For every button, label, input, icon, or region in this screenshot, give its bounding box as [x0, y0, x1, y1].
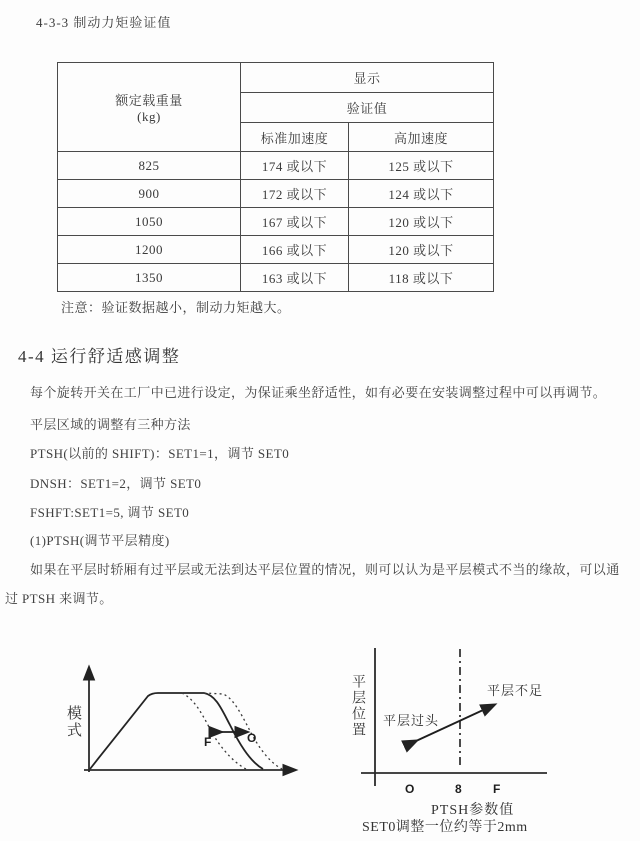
- high-accel-cell: 120 或以下: [349, 236, 494, 264]
- table-row: [58, 236, 494, 264]
- high-accel-cell: 125 或以下: [349, 152, 494, 180]
- std-accel-cell: 167 或以下: [241, 208, 349, 236]
- ptsh-parameter-caption: PTSH参数值: [431, 803, 515, 818]
- load-cell: 1350: [58, 264, 241, 292]
- rated-load-header-line1: 额定载重量: [115, 92, 183, 108]
- paragraph: 平层区域的调整有三种方法: [30, 417, 191, 432]
- rated-load-header-cell: [58, 63, 241, 152]
- rated-load-header-line2: (kg): [137, 108, 161, 124]
- std-accel-cell: 174 或以下: [241, 152, 349, 180]
- speed-profile-and-leveling-diagram: [0, 640, 640, 841]
- display-header-cell: 显示: [241, 63, 494, 93]
- label-f: F: [204, 735, 212, 749]
- load-cell: 900: [58, 180, 241, 208]
- table-row: [58, 264, 494, 292]
- speed-curve-dotted-early: [182, 693, 246, 769]
- table-row: [58, 152, 494, 180]
- speed-curve-solid: [90, 693, 263, 769]
- left-chart-y-axis-label: 模式: [65, 705, 81, 739]
- leveling-undershoot-label: 平层不足: [487, 683, 544, 698]
- paragraph-dnsh: DNSH：SET1=2，调节 SET0: [30, 476, 202, 491]
- paragraph: 每个旋转开关在工厂中已进行设定，为保证乘坐舒适性，如有必要在安装调整过程中可以再调节。: [30, 385, 607, 400]
- high-accel-cell: 118 或以下: [349, 264, 494, 292]
- x-tick-f: F: [493, 782, 501, 796]
- speed-curve-dotted-late: [204, 693, 282, 769]
- section-4-3-3-title: 4-3-3 制动力矩验证值: [36, 15, 172, 30]
- verify-value-header-cell: 验证值: [241, 93, 494, 123]
- x-tick-o: O: [405, 782, 415, 796]
- high-accel-cell: 124 或以下: [349, 180, 494, 208]
- std-accel-cell: 166 或以下: [241, 236, 349, 264]
- right-chart-y-axis-label: 平层位置: [350, 674, 365, 738]
- load-cell: 825: [58, 152, 241, 180]
- table-row: [58, 208, 494, 236]
- high-accel-cell: 120 或以下: [349, 208, 494, 236]
- set0-adjust-caption: SET0调整一位约等于2mm: [362, 820, 528, 835]
- paragraph-ptsh-heading: (1)PTSH(调节平层精度): [30, 533, 170, 548]
- std-accel-header-cell: 标准加速度: [241, 123, 349, 152]
- load-cell: 1200: [58, 236, 241, 264]
- brake-torque-table: [57, 62, 494, 292]
- table-note: 注意：验证数据越小，制动力矩越大。: [61, 300, 291, 315]
- paragraph-ptsh: PTSH(以前的 SHIFT)：SET1=1，调节 SET0: [30, 446, 290, 461]
- paragraph: 过 PTSH 来调节。: [5, 591, 113, 606]
- paragraph-fshft: FSHFT:SET1=5, 调节 SET0: [30, 505, 190, 520]
- load-cell: 1050: [58, 208, 241, 236]
- label-o: O: [247, 731, 257, 745]
- paragraph: 如果在平层时轿厢有过平层或无法到达平层位置的情况，则可以认为是平层模式不当的缘故，可以通: [30, 562, 620, 577]
- section-4-4-title: 4-4 运行舒适感调整: [18, 347, 181, 366]
- table-row: [58, 180, 494, 208]
- high-accel-header-cell: 高加速度: [349, 123, 494, 152]
- std-accel-cell: 163 或以下: [241, 264, 349, 292]
- std-accel-cell: 172 或以下: [241, 180, 349, 208]
- leveling-overshoot-label: 平层过头: [383, 713, 440, 728]
- x-tick-8: 8: [455, 782, 462, 796]
